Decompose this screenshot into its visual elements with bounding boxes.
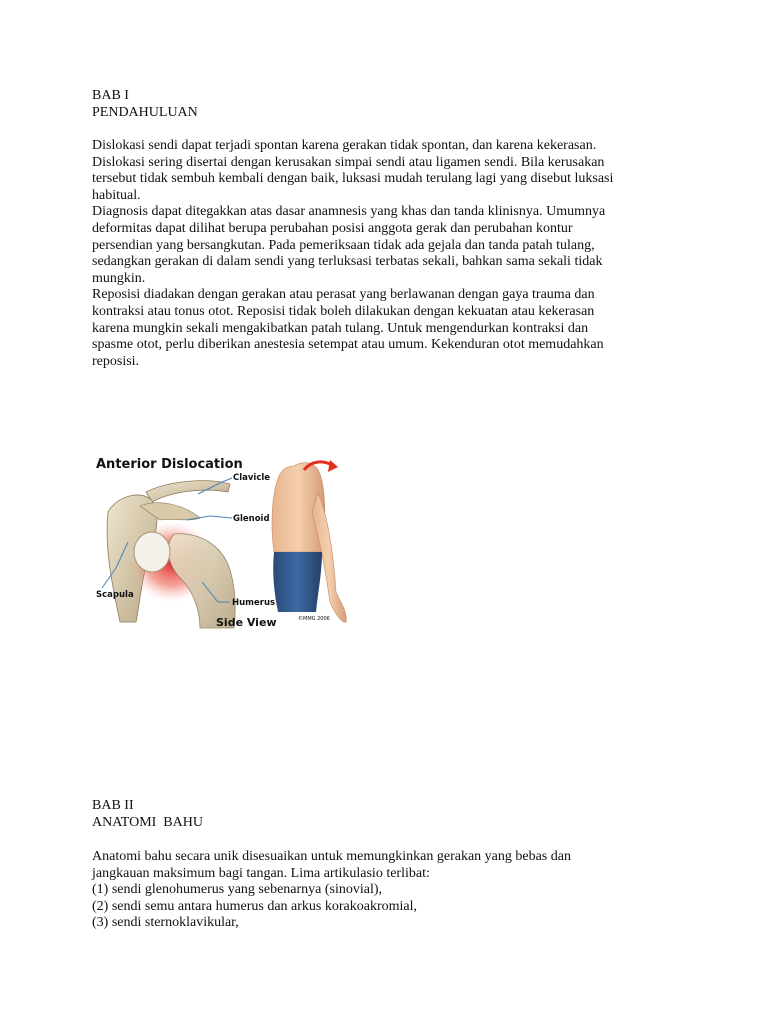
figure-copyright: ©MMG 2006 bbox=[298, 616, 330, 622]
figure-caption: Side View bbox=[216, 616, 277, 629]
body-line: (3) sendi sternoklavikular, bbox=[92, 915, 239, 931]
label-scapula: Scapula bbox=[96, 590, 134, 600]
body-line: habitual. bbox=[92, 187, 141, 203]
body-line: karena mungkin sekali mengakibatkan patah tulang. Untuk mengendurkan kontraksi dan bbox=[92, 320, 589, 336]
body-line: sedangkan gerakan di dalam sendi yang terluksasi terbatas sekali, bahkan sama sekali tidak bbox=[92, 254, 603, 270]
body-line: Dislokasi sendi dapat terjadi spontan karena gerakan tidak spontan, dan karena kekerasan. bbox=[92, 138, 597, 153]
body-line: jangkauan maksimum bagi tangan. Lima artikulasio terlibat: bbox=[92, 865, 430, 881]
body-line: deformitas dapat dilihat berupa perubahan posisi anggota gerak dan perubahan kontur bbox=[92, 220, 573, 236]
body-line: Reposisi diadakan dengan gerakan atau perasat yang berlawanan dengan gaya trauma dan bbox=[92, 287, 595, 303]
pants-figure bbox=[273, 552, 322, 612]
body-line: Anatomi bahu secara unik disesuaikan untuk memungkinkan gerakan yang bebas dan bbox=[92, 849, 571, 864]
body-line: Diagnosis dapat ditegakkan atas dasar anamnesis yang khas dan tanda klinisnya. Umumnya bbox=[92, 204, 606, 220]
chapter-1-heading bbox=[92, 88, 682, 121]
arrow-head bbox=[328, 460, 338, 472]
chapter-2-number: BAB II bbox=[92, 798, 134, 813]
figure-title: Anterior Dislocation bbox=[96, 457, 243, 472]
label-glenoid: Glenoid bbox=[233, 514, 270, 524]
body-line: spasme otot, perlu diberikan anestesia setempat atau umum. Kekenduran otot memudahkan bbox=[92, 337, 604, 353]
chapter-2-heading bbox=[92, 798, 682, 831]
body-line: mungkin. bbox=[92, 270, 146, 286]
body-line: reposisi. bbox=[92, 353, 140, 369]
shoulder-dislocation-figure bbox=[90, 452, 352, 630]
body-line: (2) sendi semu antara humerus dan arkus korakoakromial, bbox=[92, 898, 418, 914]
chapter-1-number: BAB I bbox=[92, 88, 129, 103]
body-line: kontraksi atau tonus otot. Reposisi tidak boleh dilakukan dengan kekuatan atau kekerasan bbox=[92, 303, 595, 319]
body-line: Dislokasi sering disertai dengan kerusakan simpai sendi atau ligamen sendi. Bila kerusakan bbox=[92, 154, 605, 170]
body-line: tersebut tidak sembuh kembali dengan baik, luksasi mudah terulang lagi yang disebut luksasi bbox=[92, 171, 614, 187]
label-humerus: Humerus bbox=[232, 598, 276, 608]
humeral-head bbox=[134, 532, 170, 572]
chapter-2-body bbox=[92, 849, 682, 932]
body-line: (1) sendi glenohumerus yang sebenarnya (sinovial), bbox=[92, 882, 383, 898]
chapter-1-body bbox=[92, 138, 682, 370]
chapter-2-title: ANATOMI BAHU bbox=[92, 814, 203, 830]
chapter-1-title: PENDAHULUAN bbox=[92, 104, 198, 120]
label-clavicle: Clavicle bbox=[233, 473, 271, 483]
shoulder-illustration bbox=[90, 452, 352, 630]
body-line: persendian yang bersangkutan. Pada pemeriksaan tidak ada gejala dan tanda patah tulang, bbox=[92, 237, 595, 253]
